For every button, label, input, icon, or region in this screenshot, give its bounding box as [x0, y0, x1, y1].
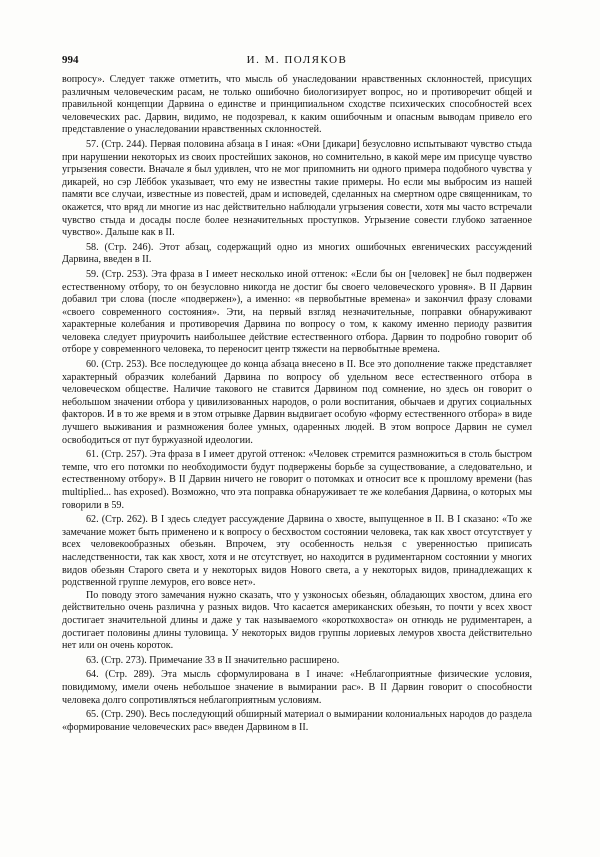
note-64: 64. (Стр. 289). Эта мысль сформулирована в I иначе: «Неблагоприятные физические условия, повидимому, имели очень небольшое значение в вымирании рас». В II Дарвин говорит о способности человека долго сопротивляться неблагоприятным условиям.	[62, 669, 532, 706]
page-body	[62, 74, 532, 734]
running-head: И. М. ПОЛЯКОВ	[246, 54, 348, 66]
note-65: 65. (Стр. 290). Весь последующий обширный материал о вымирании колониальных народов до раздела «формирование человеческих рас» введен Дарвином в II.	[62, 709, 532, 733]
paragraph-continued: вопросу». Следует также отметить, что мысль об унаследовании нравственных склонностей, присущих различным человеческим расам, не только ошибочно биологизирует вопрос, но и противоречит общей и правильной концепции Дарвина о единстве и принципиальном сходстве психических способностей всех человеческих рас. Дарвин, видимо, не подозревал, к каким ошибочным и опасным выводам привело его представление о унаследовании нравственных склонностей.	[62, 74, 532, 136]
note-59: 59. (Стр. 253). Эта фраза в I имеет несколько иной оттенок: «Если бы он [человек] не был подвержен естественному отбору, то он безусловно никогда не достиг бы своего человеческого уровня». В II Дарвин добавил три слова (после «подвержен»), а именно: «в первобытные времена» и закончил фразу словами «своего современного состояния». Эти, на первый взгляд незначительные, поправки обнаруживают характерные колебания и противоречия Дарвина по вопросу о том, к какому именно периоду развития человека следует приурочить наибольшее действие естественного отбора. Дарвин то подробно говорит об отборе у современного человека, то переносит центр тяжести на первобытные времена.	[62, 268, 532, 356]
page-header	[62, 52, 532, 68]
page-number: 994	[62, 54, 79, 66]
note-60: 60. (Стр. 253). Все последующее до конца абзаца внесено в II. Все это дополнение также представляет характерный образчик колебаний Дарвина по вопросу об удельном весе естественного отбора в человеческом обществе. Наличие такового не ставится Дарвином под сомнение, но здесь он говорит о небольшом значении отбора у цивилизованных народов, о роли воспитания, обычаев и других социальных факторов. И в то же время и в этом отрывке Дарвин выдвигает особую «форму естественного отбора» в виде лучшего выживания и размножения более умных, одаренных людей. В этом вопросе Дарвин не сумел освободиться от пут буржуазной идеологии.	[62, 359, 532, 446]
note-57: 57. (Стр. 244). Первая половина абзаца в I иная: «Они [дикари] безусловно испытывают чувство стыда при нарушении некоторых из своих простейших законов, но сомнительно, в какой мере им присуще чувство угрызения совести. Вначале я был удивлен, что не мог припомнить ни одного примера подобного чувства у дикарей, но сэр Лёббок указывает, что ему не известны такие примеры. Но если мы выбросим из нашей памяти все случаи, известные из повестей, драм и исповедей, сделанных на смертном одре священникам, то окажется, что вряд ли многие из нас действительно наблюдали угрызения совести, хотя мы часто встречали чувство стыда и досады после более незначительных проступков. Угрызение совести глубоко затаенное чувство». Дальше как в II.	[62, 138, 532, 239]
note-62: 62. (Стр. 262). В I здесь следует рассуждение Дарвина о хвосте, выпущенное в II. В I сказано: «То же замечание может быть применено и к вопросу о бесхвостом состоянии человека, так как хвост отсутствует у всех человекообразных обезьян. Впрочем, эту особенность нельзя с уверенностью приписать наследственности, так как хвост, хотя и не отсутствует, но находится в рудиментарном состоянии у многих видов обезьян Старого света и у некоторых видов Нового света, а у некоторых видов, принадлежащих к родственной группе лемуров, его вовсе нет».	[62, 514, 532, 589]
note-61: 61. (Стр. 257). Эта фраза в I имеет другой оттенок: «Человек стремится размножиться в столь быстром темпе, что его потомки по необходимости будут подвержены борьбе за существование, а следовательно, и естественному отбору». В II Дарвин ничего не говорит о потомках и относит все к прошлому времени (has multiplied... has exposed). Возможно, что эта поправка обнаруживает те же колебания Дарвина, о которых мы говорили в 59.	[62, 449, 532, 511]
note-63: 63. (Стр. 273). Примечание 33 в II значительно расширено.	[86, 654, 340, 666]
note-58: 58. (Стр. 246). Этот абзац, содержащий одно из многих ошибочных евгенических рассуждений Дарвина, введен в II.	[62, 241, 532, 266]
note-62-comment: По поводу этого замечания нужно сказать, что у узконосых обезьян, обладающих хвостом, длина его действительно очень различна у разных видов. Что касается американских обезьян, то почти у всех хвост достигает значительной длины и даже у так называемого «короткохвоста» он отнюдь не рудиментарен, а достигает половины длины туловища. У некоторых видов группы лориевых лемуров хвоста действительно нет или он очень короток.	[62, 589, 532, 652]
